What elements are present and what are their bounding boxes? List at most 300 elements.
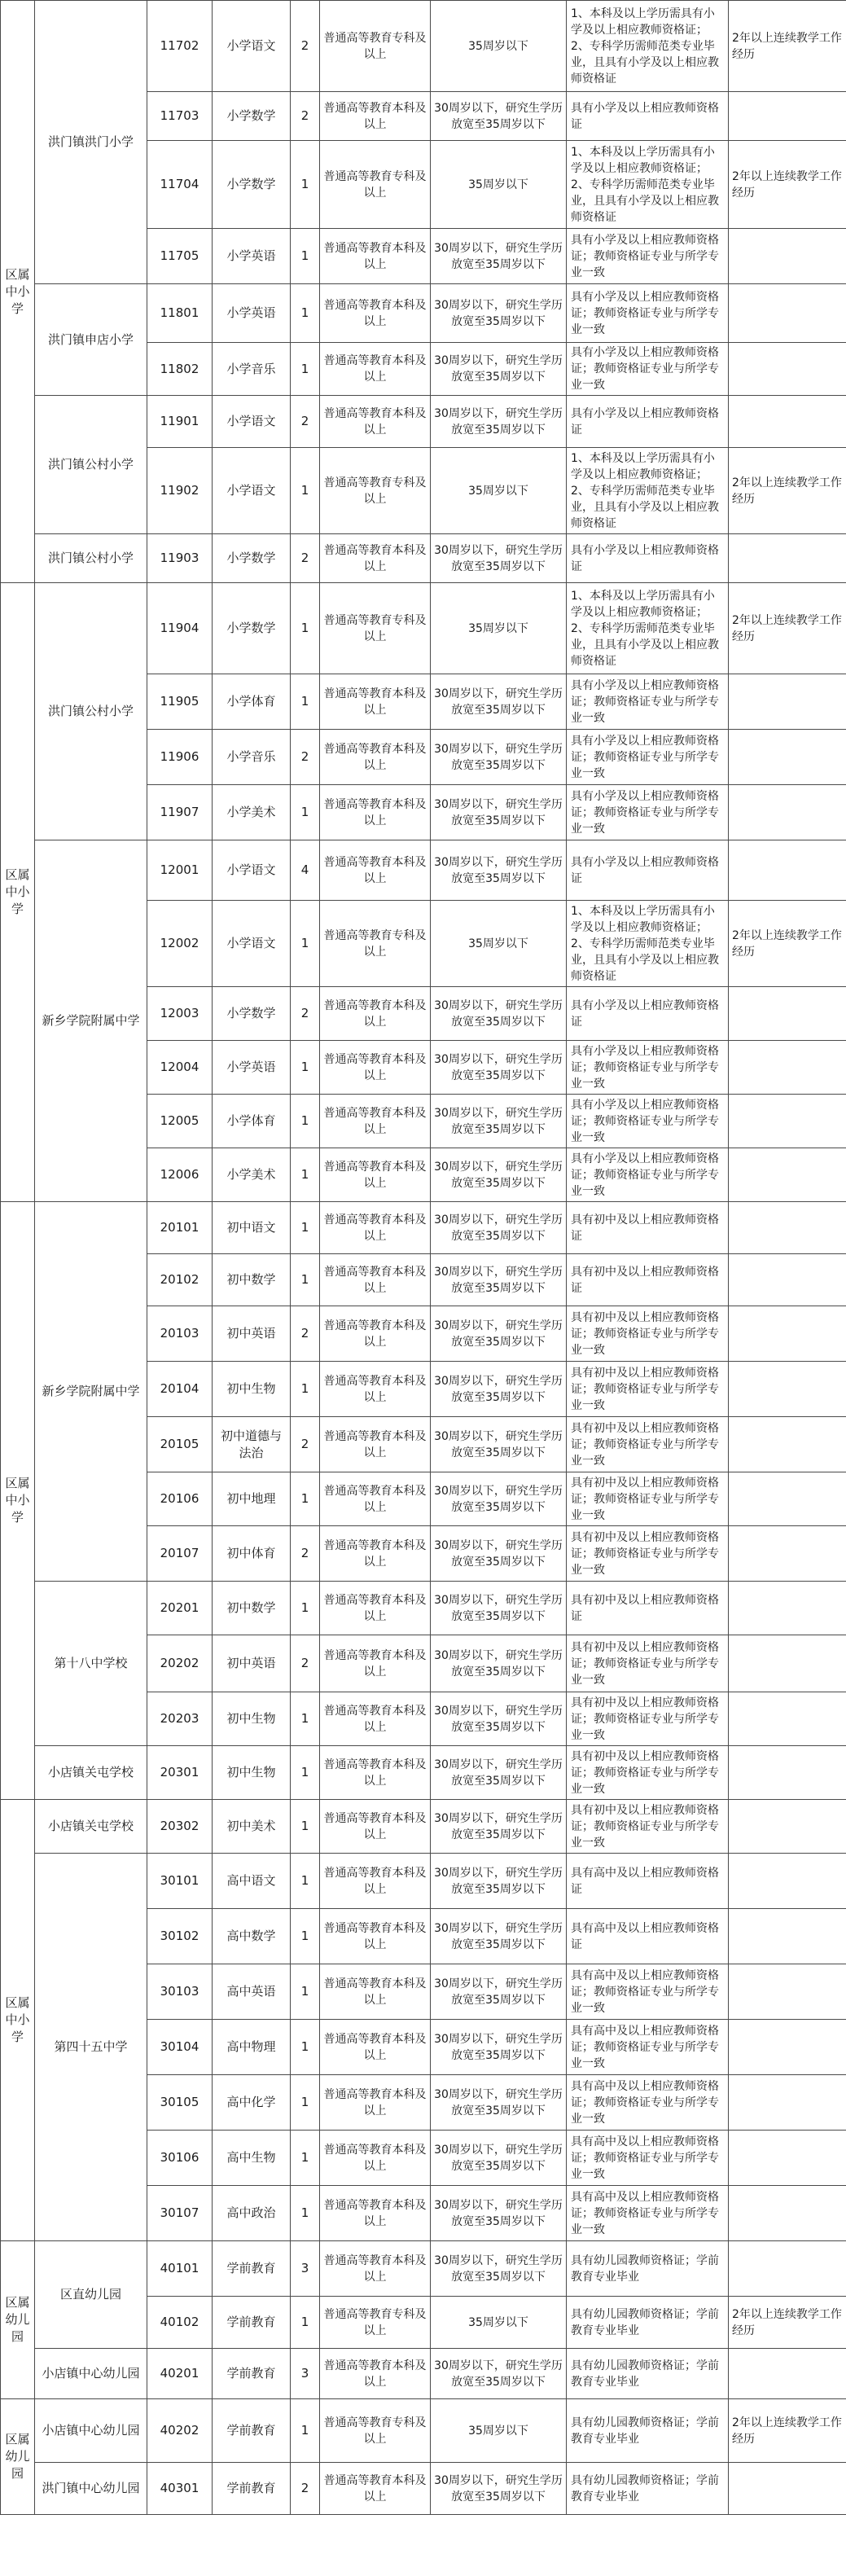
education-cell: 普通高等教育专科及以上 xyxy=(320,141,431,229)
table-row xyxy=(1,2463,846,2515)
education-cell: 普通高等教育本科及以上 xyxy=(320,1746,431,1800)
education-cell: 普通高等教育本科及以上 xyxy=(320,987,431,1041)
count-cell: 1 xyxy=(291,1041,320,1095)
age-cell: 30周岁以下，研究生学历放宽至35周岁以下 xyxy=(431,1417,567,1472)
education-cell: 普通高等教育本科及以上 xyxy=(320,2349,431,2399)
age-cell: 30周岁以下，研究生学历放宽至35周岁以下 xyxy=(431,2075,567,2131)
education-cell: 普通高等教育本科及以上 xyxy=(320,2186,431,2241)
count-cell: 1 xyxy=(291,1854,320,1909)
subject-cell: 高中数学 xyxy=(213,1909,291,1964)
table-row xyxy=(1,1202,846,1254)
note-cell xyxy=(729,1254,846,1306)
code-cell: 11702 xyxy=(147,1,213,92)
subject-cell: 高中物理 xyxy=(213,2020,291,2075)
count-cell: 1 xyxy=(291,1746,320,1800)
age-cell: 30周岁以下，研究生学历放宽至35周岁以下 xyxy=(431,1692,567,1746)
subject-cell: 学前教育 xyxy=(213,2349,291,2399)
count-cell: 1 xyxy=(291,229,320,284)
age-cell: 30周岁以下，研究生学历放宽至35周岁以下 xyxy=(431,1635,567,1692)
school-cell: 洪门镇公村小学 xyxy=(35,583,147,840)
age-cell: 35周岁以下 xyxy=(431,901,567,987)
age-cell: 30周岁以下，研究生学历放宽至35周岁以下 xyxy=(431,987,567,1041)
conditions-cell: 具有小学及以上相应教师资格证；教师资格证专业与所学专业一致 xyxy=(567,1148,729,1202)
count-cell: 2 xyxy=(291,396,320,448)
count-cell: 1 xyxy=(291,2399,320,2463)
subject-cell: 小学数学 xyxy=(213,583,291,674)
school-cell: 洪门镇申店小学 xyxy=(35,284,147,396)
age-cell: 30周岁以下，研究生学历放宽至35周岁以下 xyxy=(431,1800,567,1854)
conditions-cell: 具有小学及以上相应教师资格证 xyxy=(567,534,729,583)
count-cell: 2 xyxy=(291,2463,320,2515)
subject-cell: 小学语文 xyxy=(213,840,291,901)
conditions-cell: 具有初中及以上相应教师资格证 xyxy=(567,1254,729,1306)
note-cell xyxy=(729,343,846,396)
count-cell: 1 xyxy=(291,343,320,396)
code-cell: 20106 xyxy=(147,1472,213,1526)
school-cell: 洪门镇洪门小学 xyxy=(35,1,147,284)
note-cell xyxy=(729,2463,846,2515)
code-cell: 20101 xyxy=(147,1202,213,1254)
subject-cell: 小学语文 xyxy=(213,448,291,534)
age-cell: 30周岁以下，研究生学历放宽至35周岁以下 xyxy=(431,1472,567,1526)
education-cell: 普通高等教育本科及以上 xyxy=(320,1692,431,1746)
code-cell: 20103 xyxy=(147,1306,213,1362)
code-cell: 20201 xyxy=(147,1582,213,1635)
conditions-cell: 1、本科及以上学历需具有小学及以上相应教师资格证；2、专科学历需师范类专业毕业，且具有小学及以上相应教师资格证 xyxy=(567,448,729,534)
code-cell: 11905 xyxy=(147,674,213,730)
education-cell: 普通高等教育本科及以上 xyxy=(320,396,431,448)
conditions-cell: 具有幼儿园教师资格证；学前教育专业毕业 xyxy=(567,2463,729,2515)
age-cell: 30周岁以下，研究生学历放宽至35周岁以下 xyxy=(431,785,567,840)
school-cell: 洪门镇公村小学 xyxy=(35,534,147,583)
education-cell: 普通高等教育本科及以上 xyxy=(320,785,431,840)
code-cell: 20203 xyxy=(147,1692,213,1746)
education-cell: 普通高等教育本科及以上 xyxy=(320,1202,431,1254)
conditions-cell: 具有高中及以上相应教师资格证 xyxy=(567,1854,729,1909)
conditions-cell: 具有高中及以上相应教师资格证；教师资格证专业与所学专业一致 xyxy=(567,2075,729,2131)
school-cell: 区直幼儿园 xyxy=(35,2241,147,2349)
code-cell: 11802 xyxy=(147,343,213,396)
age-cell: 30周岁以下，研究生学历放宽至35周岁以下 xyxy=(431,1854,567,1909)
subject-cell: 高中生物 xyxy=(213,2131,291,2186)
note-cell xyxy=(729,534,846,583)
code-cell: 12002 xyxy=(147,901,213,987)
count-cell: 1 xyxy=(291,2075,320,2131)
education-cell: 普通高等教育本科及以上 xyxy=(320,1909,431,1964)
code-cell: 12004 xyxy=(147,1041,213,1095)
code-cell: 40101 xyxy=(147,2241,213,2297)
count-cell: 2 xyxy=(291,534,320,583)
subject-cell: 小学数学 xyxy=(213,987,291,1041)
code-cell: 20105 xyxy=(147,1417,213,1472)
subject-cell: 高中英语 xyxy=(213,1964,291,2020)
code-cell: 11902 xyxy=(147,448,213,534)
education-cell: 普通高等教育专科及以上 xyxy=(320,901,431,987)
school-cell: 新乡学院附属中学 xyxy=(35,840,147,1202)
note-cell xyxy=(729,2075,846,2131)
conditions-cell: 具有初中及以上相应教师资格证；教师资格证专业与所学专业一致 xyxy=(567,1800,729,1854)
conditions-cell: 具有小学及以上相应教师资格证；教师资格证专业与所学专业一致 xyxy=(567,284,729,343)
conditions-cell: 具有初中及以上相应教师资格证；教师资格证专业与所学专业一致 xyxy=(567,1472,729,1526)
code-cell: 40201 xyxy=(147,2349,213,2399)
conditions-cell: 1、本科及以上学历需具有小学及以上相应教师资格证；2、专科学历需师范类专业毕业，且具有小学及以上相应教师资格证 xyxy=(567,583,729,674)
conditions-cell: 具有小学及以上相应教师资格证；教师资格证专业与所学专业一致 xyxy=(567,730,729,785)
count-cell: 1 xyxy=(291,141,320,229)
conditions-cell: 1、本科及以上学历需具有小学及以上相应教师资格证；2、专科学历需师范类专业毕业，且具有小学及以上相应教师资格证 xyxy=(567,1,729,92)
note-cell: 2年以上连续教学工作经历 xyxy=(729,2399,846,2463)
education-cell: 普通高等教育本科及以上 xyxy=(320,1854,431,1909)
education-cell: 普通高等教育本科及以上 xyxy=(320,343,431,396)
subject-cell: 初中数学 xyxy=(213,1254,291,1306)
subject-cell: 高中化学 xyxy=(213,2075,291,2131)
table-row xyxy=(1,840,846,901)
age-cell: 30周岁以下，研究生学历放宽至35周岁以下 xyxy=(431,674,567,730)
note-cell: 2年以上连续教学工作经历 xyxy=(729,901,846,987)
education-cell: 普通高等教育本科及以上 xyxy=(320,284,431,343)
count-cell: 1 xyxy=(291,1148,320,1202)
note-cell xyxy=(729,730,846,785)
note-cell xyxy=(729,2020,846,2075)
education-cell: 普通高等教育本科及以上 xyxy=(320,1472,431,1526)
count-cell: 2 xyxy=(291,1,320,92)
code-cell: 11704 xyxy=(147,141,213,229)
subject-cell: 小学英语 xyxy=(213,284,291,343)
education-cell: 普通高等教育本科及以上 xyxy=(320,840,431,901)
age-cell: 30周岁以下，研究生学历放宽至35周岁以下 xyxy=(431,1582,567,1635)
code-cell: 20104 xyxy=(147,1362,213,1417)
subject-cell: 小学美术 xyxy=(213,785,291,840)
note-cell xyxy=(729,1692,846,1746)
age-cell: 30周岁以下，研究生学历放宽至35周岁以下 xyxy=(431,1526,567,1582)
age-cell: 30周岁以下，研究生学历放宽至35周岁以下 xyxy=(431,1202,567,1254)
age-cell: 30周岁以下，研究生学历放宽至35周岁以下 xyxy=(431,1041,567,1095)
count-cell: 1 xyxy=(291,1472,320,1526)
note-cell xyxy=(729,284,846,343)
code-cell: 30101 xyxy=(147,1854,213,1909)
note-cell xyxy=(729,229,846,284)
note-cell: 2年以上连续教学工作经历 xyxy=(729,448,846,534)
note-cell xyxy=(729,1854,846,1909)
note-cell xyxy=(729,1306,846,1362)
count-cell: 4 xyxy=(291,840,320,901)
code-cell: 40202 xyxy=(147,2399,213,2463)
age-cell: 30周岁以下，研究生学历放宽至35周岁以下 xyxy=(431,2131,567,2186)
education-cell: 普通高等教育本科及以上 xyxy=(320,2463,431,2515)
conditions-cell: 具有初中及以上相应教师资格证；教师资格证专业与所学专业一致 xyxy=(567,1306,729,1362)
code-cell: 20302 xyxy=(147,1800,213,1854)
count-cell: 3 xyxy=(291,2241,320,2297)
code-cell: 11801 xyxy=(147,284,213,343)
note-cell xyxy=(729,840,846,901)
note-cell xyxy=(729,1964,846,2020)
count-cell: 1 xyxy=(291,284,320,343)
education-cell: 普通高等教育本科及以上 xyxy=(320,1582,431,1635)
count-cell: 1 xyxy=(291,1202,320,1254)
subject-cell: 初中体育 xyxy=(213,1526,291,1582)
code-cell: 11901 xyxy=(147,396,213,448)
age-cell: 30周岁以下，研究生学历放宽至35周岁以下 xyxy=(431,1095,567,1148)
conditions-cell: 具有幼儿园教师资格证；学前教育专业毕业 xyxy=(567,2297,729,2349)
education-cell: 普通高等教育本科及以上 xyxy=(320,1964,431,2020)
subject-cell: 小学语文 xyxy=(213,1,291,92)
conditions-cell: 具有初中及以上相应教师资格证 xyxy=(567,1582,729,1635)
count-cell: 2 xyxy=(291,92,320,141)
age-cell: 30周岁以下，研究生学历放宽至35周岁以下 xyxy=(431,2186,567,2241)
category-cell: 区属中小学 xyxy=(1,1800,35,2241)
subject-cell: 初中语文 xyxy=(213,1202,291,1254)
education-cell: 普通高等教育本科及以上 xyxy=(320,1635,431,1692)
subject-cell: 学前教育 xyxy=(213,2463,291,2515)
count-cell: 1 xyxy=(291,901,320,987)
code-cell: 11703 xyxy=(147,92,213,141)
conditions-cell: 1、本科及以上学历需具有小学及以上相应教师资格证；2、专科学历需师范类专业毕业，且具有小学及以上相应教师资格证 xyxy=(567,901,729,987)
subject-cell: 小学数学 xyxy=(213,92,291,141)
code-cell: 30103 xyxy=(147,1964,213,2020)
education-cell: 普通高等教育本科及以上 xyxy=(320,1417,431,1472)
table-row xyxy=(1,1,846,92)
education-cell: 普通高等教育本科及以上 xyxy=(320,229,431,284)
age-cell: 30周岁以下，研究生学历放宽至35周岁以下 xyxy=(431,730,567,785)
education-cell: 普通高等教育专科及以上 xyxy=(320,2399,431,2463)
code-cell: 30106 xyxy=(147,2131,213,2186)
education-cell: 普通高等教育专科及以上 xyxy=(320,448,431,534)
subject-cell: 小学英语 xyxy=(213,229,291,284)
note-cell xyxy=(729,1582,846,1635)
conditions-cell: 具有初中及以上相应教师资格证；教师资格证专业与所学专业一致 xyxy=(567,1526,729,1582)
age-cell: 30周岁以下，研究生学历放宽至35周岁以下 xyxy=(431,284,567,343)
education-cell: 普通高等教育本科及以上 xyxy=(320,1254,431,1306)
note-cell xyxy=(729,2186,846,2241)
count-cell: 2 xyxy=(291,1526,320,1582)
count-cell: 1 xyxy=(291,1095,320,1148)
count-cell: 1 xyxy=(291,1582,320,1635)
note-cell xyxy=(729,674,846,730)
age-cell: 30周岁以下，研究生学历放宽至35周岁以下 xyxy=(431,396,567,448)
education-cell: 普通高等教育本科及以上 xyxy=(320,534,431,583)
note-cell: 2年以上连续教学工作经历 xyxy=(729,1,846,92)
age-cell: 35周岁以下 xyxy=(431,583,567,674)
table-row xyxy=(1,1800,846,1854)
education-cell: 普通高等教育本科及以上 xyxy=(320,1306,431,1362)
education-cell: 普通高等教育专科及以上 xyxy=(320,2297,431,2349)
age-cell: 30周岁以下，研究生学历放宽至35周岁以下 xyxy=(431,2241,567,2297)
code-cell: 20301 xyxy=(147,1746,213,1800)
note-cell xyxy=(729,1746,846,1800)
age-cell: 30周岁以下，研究生学历放宽至35周岁以下 xyxy=(431,2463,567,2515)
education-cell: 普通高等教育专科及以上 xyxy=(320,1,431,92)
code-cell: 11903 xyxy=(147,534,213,583)
subject-cell: 小学音乐 xyxy=(213,343,291,396)
subject-cell: 初中数学 xyxy=(213,1582,291,1635)
education-cell: 普通高等教育本科及以上 xyxy=(320,730,431,785)
code-cell: 30102 xyxy=(147,1909,213,1964)
age-cell: 30周岁以下，研究生学历放宽至35周岁以下 xyxy=(431,92,567,141)
conditions-cell: 具有小学及以上相应教师资格证；教师资格证专业与所学专业一致 xyxy=(567,343,729,396)
note-cell: 2年以上连续教学工作经历 xyxy=(729,583,846,674)
school-cell: 小店镇关屯学校 xyxy=(35,1746,147,1800)
conditions-cell: 具有初中及以上相应教师资格证；教师资格证专业与所学专业一致 xyxy=(567,1362,729,1417)
education-cell: 普通高等教育本科及以上 xyxy=(320,2020,431,2075)
code-cell: 40301 xyxy=(147,2463,213,2515)
code-cell: 30105 xyxy=(147,2075,213,2131)
conditions-cell: 具有小学及以上相应教师资格证 xyxy=(567,396,729,448)
count-cell: 1 xyxy=(291,1800,320,1854)
age-cell: 30周岁以下，研究生学历放宽至35周岁以下 xyxy=(431,1746,567,1800)
code-cell: 11906 xyxy=(147,730,213,785)
count-cell: 1 xyxy=(291,1909,320,1964)
count-cell: 2 xyxy=(291,1417,320,1472)
subject-cell: 小学体育 xyxy=(213,1095,291,1148)
education-cell: 普通高等教育本科及以上 xyxy=(320,1148,431,1202)
code-cell: 11705 xyxy=(147,229,213,284)
conditions-cell: 具有初中及以上相应教师资格证；教师资格证专业与所学专业一致 xyxy=(567,1692,729,1746)
education-cell: 普通高等教育本科及以上 xyxy=(320,1041,431,1095)
conditions-cell: 具有高中及以上相应教师资格证 xyxy=(567,1909,729,1964)
category-cell: 区属幼儿园 xyxy=(1,2241,35,2399)
subject-cell: 学前教育 xyxy=(213,2399,291,2463)
note-cell xyxy=(729,1041,846,1095)
note-cell xyxy=(729,2241,846,2297)
school-cell: 洪门镇中心幼儿园 xyxy=(35,2463,147,2515)
subject-cell: 学前教育 xyxy=(213,2241,291,2297)
note-cell xyxy=(729,1472,846,1526)
category-cell: 区属中小学 xyxy=(1,583,35,1202)
count-cell: 2 xyxy=(291,987,320,1041)
count-cell: 1 xyxy=(291,1362,320,1417)
age-cell: 30周岁以下，研究生学历放宽至35周岁以下 xyxy=(431,1254,567,1306)
table-row xyxy=(1,583,846,674)
conditions-cell: 具有高中及以上相应教师资格证；教师资格证专业与所学专业一致 xyxy=(567,1964,729,2020)
note-cell: 2年以上连续教学工作经历 xyxy=(729,2297,846,2349)
conditions-cell: 具有幼儿园教师资格证；学前教育专业毕业 xyxy=(567,2241,729,2297)
conditions-cell: 具有小学及以上相应教师资格证 xyxy=(567,840,729,901)
table-body xyxy=(1,1,846,2515)
subject-cell: 初中生物 xyxy=(213,1362,291,1417)
age-cell: 30周岁以下，研究生学历放宽至35周岁以下 xyxy=(431,2349,567,2399)
school-cell: 小店镇关屯学校 xyxy=(35,1800,147,1854)
conditions-cell: 具有小学及以上相应教师资格证 xyxy=(567,987,729,1041)
conditions-cell: 具有小学及以上相应教师资格证；教师资格证专业与所学专业一致 xyxy=(567,785,729,840)
count-cell: 1 xyxy=(291,583,320,674)
note-cell xyxy=(729,1635,846,1692)
code-cell: 30104 xyxy=(147,2020,213,2075)
table-row xyxy=(1,534,846,583)
education-cell: 普通高等教育本科及以上 xyxy=(320,674,431,730)
count-cell: 3 xyxy=(291,2349,320,2399)
code-cell: 12003 xyxy=(147,987,213,1041)
school-cell: 第四十五中学 xyxy=(35,1854,147,2241)
code-cell: 20102 xyxy=(147,1254,213,1306)
note-cell xyxy=(729,1095,846,1148)
category-cell: 区属中小学 xyxy=(1,1202,35,1800)
code-cell: 12006 xyxy=(147,1148,213,1202)
note-cell xyxy=(729,1800,846,1854)
table-row xyxy=(1,2241,846,2297)
age-cell: 30周岁以下，研究生学历放宽至35周岁以下 xyxy=(431,1306,567,1362)
age-cell: 35周岁以下 xyxy=(431,448,567,534)
conditions-cell: 具有幼儿园教师资格证；学前教育专业毕业 xyxy=(567,2349,729,2399)
education-cell: 普通高等教育本科及以上 xyxy=(320,1800,431,1854)
table-row xyxy=(1,1746,846,1800)
conditions-cell: 具有小学及以上相应教师资格证；教师资格证专业与所学专业一致 xyxy=(567,1041,729,1095)
code-cell: 12001 xyxy=(147,840,213,901)
age-cell: 30周岁以下，研究生学历放宽至35周岁以下 xyxy=(431,1148,567,1202)
age-cell: 30周岁以下，研究生学历放宽至35周岁以下 xyxy=(431,343,567,396)
conditions-cell: 具有初中及以上相应教师资格证；教师资格证专业与所学专业一致 xyxy=(567,1635,729,1692)
conditions-cell: 具有初中及以上相应教师资格证；教师资格证专业与所学专业一致 xyxy=(567,1417,729,1472)
age-cell: 30周岁以下，研究生学历放宽至35周岁以下 xyxy=(431,1909,567,1964)
conditions-cell: 具有初中及以上相应教师资格证 xyxy=(567,1202,729,1254)
note-cell xyxy=(729,2131,846,2186)
education-cell: 普通高等教育本科及以上 xyxy=(320,92,431,141)
subject-cell: 小学语文 xyxy=(213,396,291,448)
count-cell: 1 xyxy=(291,2020,320,2075)
subject-cell: 小学音乐 xyxy=(213,730,291,785)
subject-cell: 小学数学 xyxy=(213,141,291,229)
school-cell: 新乡学院附属中学 xyxy=(35,1202,147,1582)
table-row xyxy=(1,1582,846,1635)
table-row xyxy=(1,396,846,448)
conditions-cell: 具有小学及以上相应教师资格证；教师资格证专业与所学专业一致 xyxy=(567,1095,729,1148)
subject-cell: 小学英语 xyxy=(213,1041,291,1095)
note-cell xyxy=(729,1526,846,1582)
subject-cell: 初中生物 xyxy=(213,1746,291,1800)
code-cell: 20107 xyxy=(147,1526,213,1582)
conditions-cell: 具有小学及以上相应教师资格证；教师资格证专业与所学专业一致 xyxy=(567,674,729,730)
code-cell: 20202 xyxy=(147,1635,213,1692)
conditions-cell: 具有高中及以上相应教师资格证；教师资格证专业与所学专业一致 xyxy=(567,2131,729,2186)
note-cell xyxy=(729,396,846,448)
category-cell: 区属幼儿园 xyxy=(1,2399,35,2515)
age-cell: 35周岁以下 xyxy=(431,141,567,229)
education-cell: 普通高等教育专科及以上 xyxy=(320,583,431,674)
subject-cell: 初中美术 xyxy=(213,1800,291,1854)
school-cell: 小店镇中心幼儿园 xyxy=(35,2349,147,2399)
education-cell: 普通高等教育本科及以上 xyxy=(320,2131,431,2186)
table-row xyxy=(1,2399,846,2463)
table-row xyxy=(1,2349,846,2399)
count-cell: 1 xyxy=(291,1964,320,2020)
count-cell: 2 xyxy=(291,1635,320,1692)
subject-cell: 高中政治 xyxy=(213,2186,291,2241)
note-cell xyxy=(729,92,846,141)
conditions-cell: 具有初中及以上相应教师资格证；教师资格证专业与所学专业一致 xyxy=(567,1746,729,1800)
school-cell: 洪门镇公村小学 xyxy=(35,396,147,534)
conditions-cell: 具有小学及以上相应教师资格证；教师资格证专业与所学专业一致 xyxy=(567,229,729,284)
code-cell: 11904 xyxy=(147,583,213,674)
note-cell xyxy=(729,1202,846,1254)
conditions-cell: 具有高中及以上相应教师资格证；教师资格证专业与所学专业一致 xyxy=(567,2186,729,2241)
subject-cell: 初中英语 xyxy=(213,1635,291,1692)
age-cell: 30周岁以下，研究生学历放宽至35周岁以下 xyxy=(431,229,567,284)
subject-cell: 小学语文 xyxy=(213,901,291,987)
age-cell: 30周岁以下，研究生学历放宽至35周岁以下 xyxy=(431,1362,567,1417)
count-cell: 1 xyxy=(291,1692,320,1746)
school-cell: 小店镇中心幼儿园 xyxy=(35,2399,147,2463)
note-cell: 2年以上连续教学工作经历 xyxy=(729,141,846,229)
education-cell: 普通高等教育本科及以上 xyxy=(320,2075,431,2131)
table-row xyxy=(1,1854,846,1909)
conditions-cell: 具有幼儿园教师资格证；学前教育专业毕业 xyxy=(567,2399,729,2463)
conditions-cell: 具有高中及以上相应教师资格证；教师资格证专业与所学专业一致 xyxy=(567,2020,729,2075)
table-row xyxy=(1,284,846,343)
age-cell: 35周岁以下 xyxy=(431,1,567,92)
subject-cell: 小学体育 xyxy=(213,674,291,730)
note-cell xyxy=(729,1362,846,1417)
note-cell xyxy=(729,1417,846,1472)
education-cell: 普通高等教育本科及以上 xyxy=(320,1095,431,1148)
age-cell: 30周岁以下，研究生学历放宽至35周岁以下 xyxy=(431,534,567,583)
